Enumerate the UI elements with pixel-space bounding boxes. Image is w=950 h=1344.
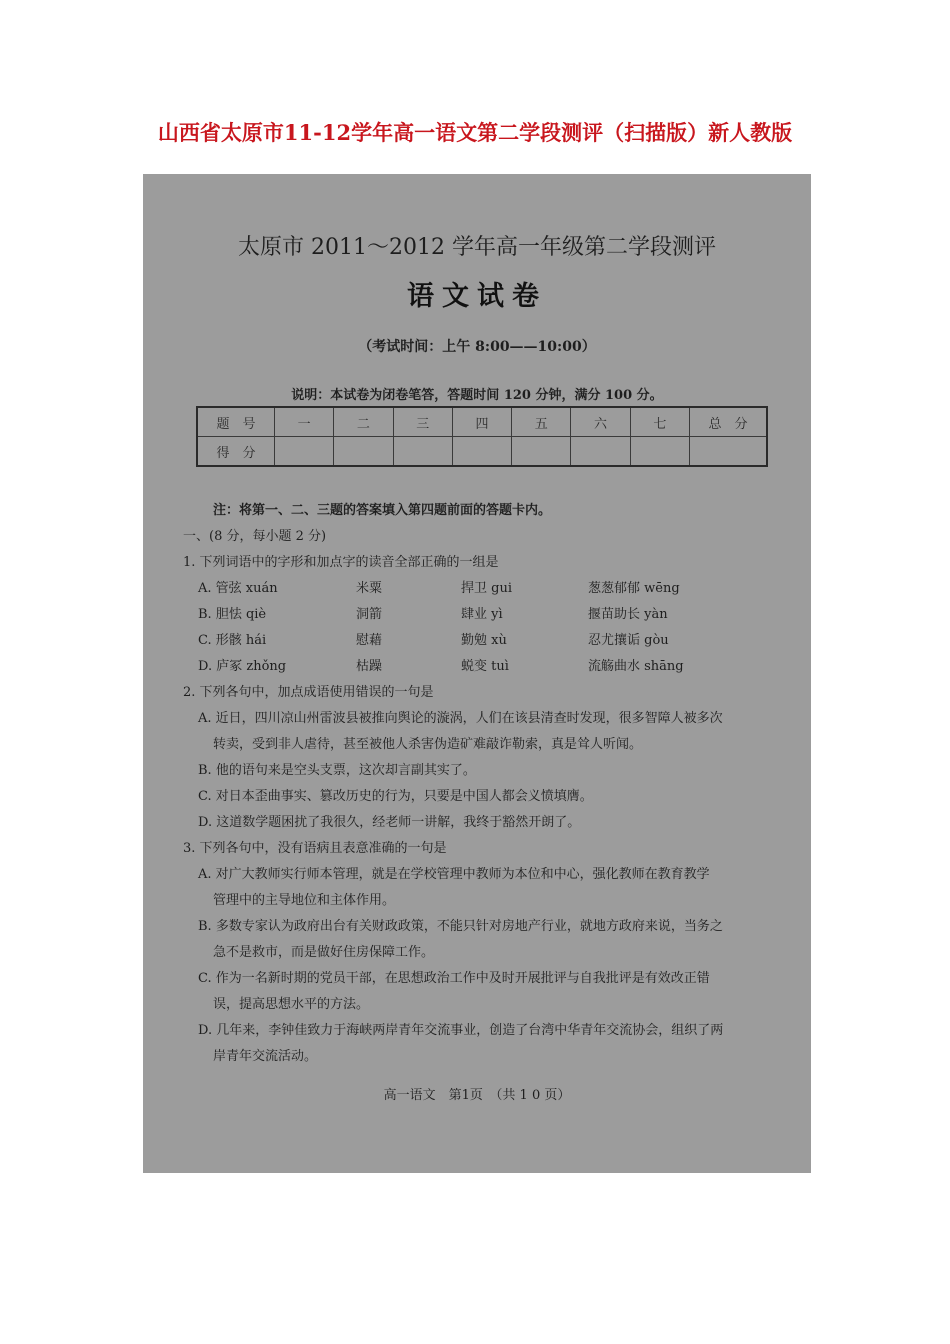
q1-option-d-word: 枯躁 xyxy=(356,659,383,674)
document-title: 山西省太原市11-12学年高一语文第二学段测评（扫描版）新人教版 xyxy=(157,120,793,145)
score-cell: 五 xyxy=(512,407,571,437)
score-blank xyxy=(334,437,393,467)
q1-option-a-word: 葱葱郁郁 wēng xyxy=(588,581,680,596)
q3-option-d-cont: 岸青年交流活动。 xyxy=(213,1049,318,1064)
score-table xyxy=(196,406,768,467)
q1-option-c-word: 忍尤攘诟 gòu xyxy=(588,633,669,648)
paper-name: 语文试卷 xyxy=(407,281,547,312)
q1-option-b-word: 肆业 yì xyxy=(461,607,503,622)
q1-option-b-word: 揠苗助长 yàn xyxy=(588,607,668,622)
exam-title: 太原市 2011～2012 学年高一年级第二学段测评 xyxy=(238,235,716,260)
score-blank xyxy=(275,437,334,467)
q1-option-c-word: 慰藉 xyxy=(356,633,383,648)
q3-option-a: A. 对广大教师实行师本管理，就是在学校管理中教师为本位和中心，强化教师在教育教学 xyxy=(198,867,710,882)
question-3-stem: 3. 下列各句中，没有语病且表意准确的一句是 xyxy=(183,841,447,856)
section-one-heading: 一、(8 分，每小题 2 分) xyxy=(183,529,327,544)
question-2-stem: 2. 下列各句中，加点成语使用错误的一句是 xyxy=(183,685,434,700)
score-blank xyxy=(571,437,630,467)
exam-time: （考试时间：上午 8:00——10:00） xyxy=(358,339,596,355)
q3-option-b-cont: 急不是救市，而是做好住房保障工作。 xyxy=(213,945,435,960)
q3-option-c: C. 作为一名新时期的党员干部，在思想政治工作中及时开展批评与自我批评是有效改正错 xyxy=(198,971,710,986)
q3-option-c-cont: 误，提高思想水平的方法。 xyxy=(213,997,370,1012)
score-table-score-row xyxy=(197,437,767,467)
q1-option-a-word: 米粟 xyxy=(356,581,383,596)
score-cell: 得 分 xyxy=(197,437,275,467)
score-cell: 六 xyxy=(571,407,630,437)
page-footer: 高一语文 第1页 （共 1 0 页） xyxy=(383,1088,571,1103)
q1-option-a-word: 捍卫 gui xyxy=(461,581,512,596)
q3-option-b: B. 多数专家认为政府出台有关财政政策，不能只针对房地产行业，就地方政府来说，当务之 xyxy=(198,919,723,934)
score-blank xyxy=(690,437,768,467)
scanned-exam-page xyxy=(143,174,811,1173)
q1-option-d-word: 流觞曲水 shāng xyxy=(588,659,684,674)
q2-option-a-cont: 转卖，受到非人虐待，甚至被他人杀害伪造矿难敲诈勒索，真是耸人听闻。 xyxy=(213,737,643,752)
q2-option-b: B. 他的语句来是空头支票，这次却言副其实了。 xyxy=(198,763,476,778)
exam-explanation: 说明：本试卷为闭卷笔答，答题时间 120 分钟，满分 100 分。 xyxy=(291,388,663,403)
answer-notice: 注：将第一、二、三题的答案填入第四题前面的答题卡内。 xyxy=(213,503,552,518)
q1-option-b-word: 洞箭 xyxy=(356,607,383,622)
q3-option-d: D. 几年来，李钟佳致力于海峡两岸青年交流事业，创造了台湾中华青年交流协会，组织了两 xyxy=(198,1023,724,1038)
q1-option-c-word: 勤勉 xù xyxy=(461,633,507,648)
score-cell: 二 xyxy=(334,407,393,437)
score-table-header-row xyxy=(197,407,767,437)
question-1-stem: 1. 下列词语中的字形和加点字的读音全部正确的一组是 xyxy=(183,555,499,570)
q2-option-d: D. 这道数学题困扰了我很久，经老师一讲解，我终于豁然开朗了。 xyxy=(198,815,581,830)
score-cell: 四 xyxy=(452,407,511,437)
q1-option-b: B. 胆怯 qiè xyxy=(198,607,267,622)
score-cell: 一 xyxy=(275,407,334,437)
q1-option-d-word: 蜕变 tuì xyxy=(461,659,509,674)
score-blank xyxy=(512,437,571,467)
score-cell: 七 xyxy=(630,407,689,437)
q1-option-a: A. 管弦 xuán xyxy=(198,581,278,596)
score-blank xyxy=(630,437,689,467)
q1-option-d: D. 庐冢 zhǒng xyxy=(198,659,287,674)
q2-option-c: C. 对日本歪曲事实、篡改历史的行为，只要是中国人都会义愤填膺。 xyxy=(198,789,593,804)
q2-option-a: A. 近日，四川凉山州雷波县被推向舆论的漩涡，人们在该县清查时发现，很多智障人被多次 xyxy=(198,711,723,726)
score-cell: 三 xyxy=(393,407,452,437)
score-cell: 题 号 xyxy=(197,407,275,437)
q1-option-c: C. 形骸 hái xyxy=(198,633,267,648)
score-blank xyxy=(393,437,452,467)
score-blank xyxy=(452,437,511,467)
score-cell: 总 分 xyxy=(690,407,768,437)
q3-option-a-cont: 管理中的主导地位和主体作用。 xyxy=(213,893,396,908)
